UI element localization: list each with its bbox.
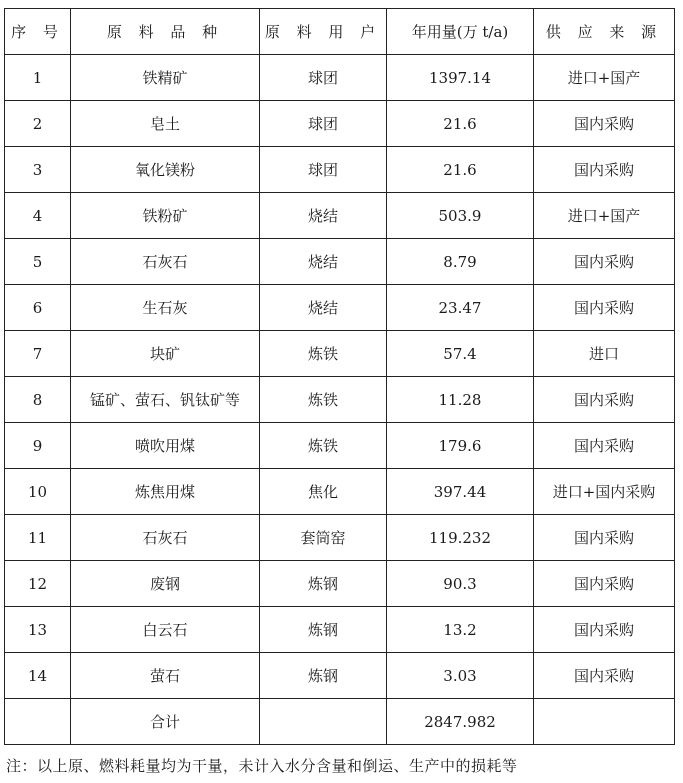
raw-materials-table [4, 8, 675, 745]
total-amount: 2847.982 [387, 699, 534, 745]
cell-user: 球团 [260, 55, 387, 101]
cell-source: 国内采购 [534, 423, 675, 469]
cell-user: 球团 [260, 147, 387, 193]
table-row [5, 469, 675, 515]
cell-source: 国内采购 [534, 147, 675, 193]
cell-source [534, 699, 675, 745]
cell-material: 石灰石 [71, 515, 260, 561]
cell-no: 4 [5, 193, 71, 239]
cell-amount: 57.4 [387, 331, 534, 377]
cell-no: 14 [5, 653, 71, 699]
cell-no: 1 [5, 55, 71, 101]
cell-amount: 21.6 [387, 147, 534, 193]
cell-user [260, 699, 387, 745]
cell-material: 皂土 [71, 101, 260, 147]
cell-amount: 119.232 [387, 515, 534, 561]
cell-user: 烧结 [260, 239, 387, 285]
table-row [5, 331, 675, 377]
table-header-row [5, 9, 675, 55]
cell-no: 5 [5, 239, 71, 285]
cell-user: 炼铁 [260, 423, 387, 469]
cell-user: 烧结 [260, 193, 387, 239]
cell-user: 炼钢 [260, 607, 387, 653]
cell-material: 炼焦用煤 [71, 469, 260, 515]
cell-amount: 13.2 [387, 607, 534, 653]
cell-no: 2 [5, 101, 71, 147]
cell-material: 氧化镁粉 [71, 147, 260, 193]
cell-source: 国内采购 [534, 239, 675, 285]
table-row [5, 101, 675, 147]
cell-material: 喷吹用煤 [71, 423, 260, 469]
cell-amount: 503.9 [387, 193, 534, 239]
header-amount: 年用量(万 t/a) [387, 9, 534, 55]
header-no: 序 号 [5, 9, 71, 55]
header-material: 原 料 品 种 [71, 9, 260, 55]
cell-amount: 1397.14 [387, 55, 534, 101]
total-row [5, 699, 675, 745]
cell-user: 烧结 [260, 285, 387, 331]
cell-no: 12 [5, 561, 71, 607]
table-row [5, 515, 675, 561]
cell-user: 焦化 [260, 469, 387, 515]
cell-material: 块矿 [71, 331, 260, 377]
table-row [5, 55, 675, 101]
cell-material: 石灰石 [71, 239, 260, 285]
table-row [5, 561, 675, 607]
table-note: 注：以上原、燃料耗量均为干量，未计入水分含量和倒运、生产中的损耗等 [6, 757, 518, 775]
cell-source: 国内采购 [534, 377, 675, 423]
cell-source: 国内采购 [534, 515, 675, 561]
cell-source: 国内采购 [534, 101, 675, 147]
cell-material: 白云石 [71, 607, 260, 653]
cell-no: 6 [5, 285, 71, 331]
header-user: 原 料 用 户 [260, 9, 387, 55]
cell-user: 炼钢 [260, 561, 387, 607]
cell-no: 10 [5, 469, 71, 515]
total-label: 合计 [71, 699, 260, 745]
cell-source: 国内采购 [534, 607, 675, 653]
cell-user: 炼钢 [260, 653, 387, 699]
cell-amount: 21.6 [387, 101, 534, 147]
cell-no: 9 [5, 423, 71, 469]
cell-source: 国内采购 [534, 561, 675, 607]
cell-no: 13 [5, 607, 71, 653]
cell-no: 11 [5, 515, 71, 561]
cell-amount: 23.47 [387, 285, 534, 331]
table-row [5, 377, 675, 423]
cell-user: 球团 [260, 101, 387, 147]
cell-source: 国内采购 [534, 653, 675, 699]
cell-no [5, 699, 71, 745]
cell-material: 锰矿、萤石、钒钛矿等 [71, 377, 260, 423]
cell-source: 国内采购 [534, 285, 675, 331]
cell-user: 套筒窑 [260, 515, 387, 561]
cell-material: 铁精矿 [71, 55, 260, 101]
cell-user: 炼铁 [260, 377, 387, 423]
cell-amount: 179.6 [387, 423, 534, 469]
cell-no: 3 [5, 147, 71, 193]
table-row [5, 607, 675, 653]
cell-amount: 3.03 [387, 653, 534, 699]
cell-amount: 8.79 [387, 239, 534, 285]
table-body [5, 55, 675, 745]
cell-amount: 11.28 [387, 377, 534, 423]
cell-amount: 90.3 [387, 561, 534, 607]
cell-material: 生石灰 [71, 285, 260, 331]
cell-no: 8 [5, 377, 71, 423]
cell-source: 进口+国内采购 [534, 469, 675, 515]
table-row [5, 423, 675, 469]
cell-source: 进口 [534, 331, 675, 377]
table-row [5, 147, 675, 193]
cell-user: 炼铁 [260, 331, 387, 377]
cell-material: 萤石 [71, 653, 260, 699]
table-row [5, 239, 675, 285]
cell-material: 废钢 [71, 561, 260, 607]
cell-no: 7 [5, 331, 71, 377]
table-row [5, 285, 675, 331]
cell-material: 铁粉矿 [71, 193, 260, 239]
table-row [5, 193, 675, 239]
cell-amount: 397.44 [387, 469, 534, 515]
table-row [5, 653, 675, 699]
header-source: 供 应 来 源 [534, 9, 675, 55]
cell-source: 进口+国产 [534, 193, 675, 239]
cell-source: 进口+国产 [534, 55, 675, 101]
